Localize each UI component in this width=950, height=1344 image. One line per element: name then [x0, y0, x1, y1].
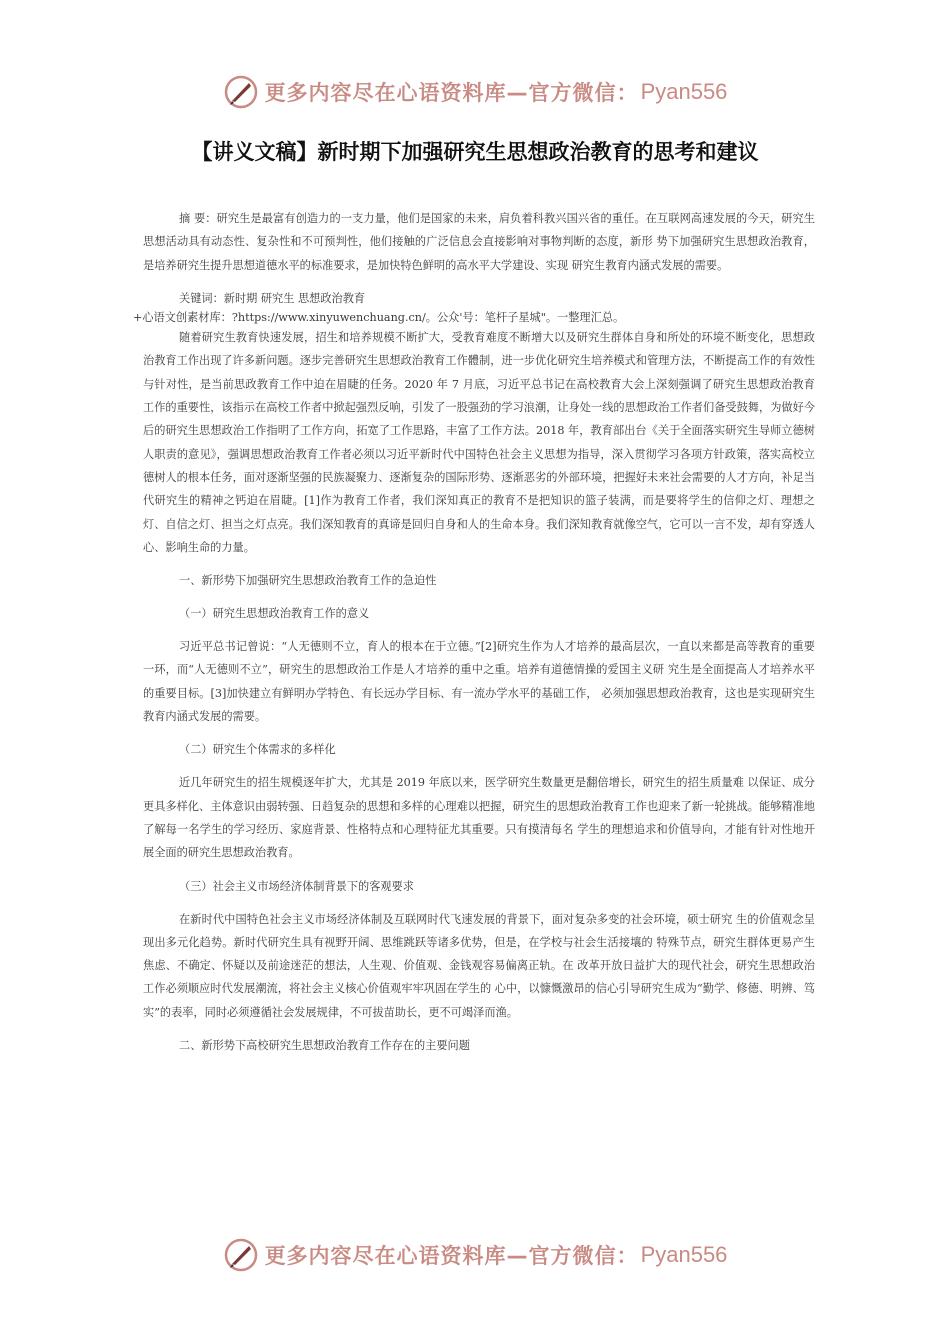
section-1-heading: 一、新形势下加强研究生思想政治教育工作的急迫性: [179, 574, 437, 588]
source-note: +心语文创素材库：?https://www.xinyuwenchuang.cn/。公众'号：笔杆子星城"。一整理汇总。: [133, 311, 625, 325]
section-2-heading: 二、新形势下高校研究生思想政治教育工作存在的主要问题: [179, 1039, 470, 1053]
subsection-2-heading: （二）研究生个体需求的多样化: [179, 743, 336, 757]
subsection-1-heading: （一）研究生思想政治教育工作的意义: [179, 607, 370, 621]
subsection-1-paragraph: 习近平总书记曾说：“人无德则不立，育人的根本在于立德。”[2]研究生作为人才培养的最高层次，一直以来都是高等教育的重要一环，而“人无德则不立”，研究生的思想政治工作是人才培养的重中之重。培养有道德情操的爱国主义研 究生是全面提高人才培养水平的重要目标。[3]加快建立有鲜明办学特色、有长远办学目标、有一流办学水平的基础工作， 必须加强思想政治教育，这也是实现研究生教育内涵式发展的需要。: [143, 640, 815, 724]
intro-paragraph: 随着研究生教育快速发展，招生和培养规模不断扩大，受教育难度不断增大以及研究生群体自身和所处的环境不断变化，思想政治教育工作出现了许多新问题。逐步完善研究生思想政治教育工作體制，进一步优化研究生培养模式和管理方法，不断提高工作的有效性与针对性，是当前思政教育工作中迫在眉睫的任务。2020 年 7 月底，习近平总书记在高校教育大会上深刻强调了研究生思想政治教育工作的重要性，该指示在高校工作者中掀起强烈反响，引发了一股强劲的学习浪潮，让身处一线的思想政治工作者们备受鼓舞，为做好今后的研究生思想政治工作指明了工作方向，拓宽了工作思路，丰富了工作方法。2018 年，教育部出台《关于全面落实研究生导师立德树人职责的意见》，强调思想政治教育工作者必须以习近平新时代中国特色社会主义思想为指导，深入贯彻学习各项方针政策，落实高校立德树人的根本任务，面对逐渐坚强的民族凝聚力、逐渐复杂的国际形势、逐渐恶劣的外部环境，把握好未来社会需要的人才方向，补足当代研究生的精神之钙迫在眉睫。[1]作为教育工作者，我们深知真正的教育不是把知识的篮子装满，而是要将学生的信仰之灯、理想之灯、自信之灯、担当之灯点亮。我们深知教育的真谛是回归自身和人的生命本身。我们深知教育就像空气，它可以一言不发，却有穿透人心、影响生命的力量。: [143, 331, 815, 554]
keywords-line: 关键词：新时期 研究生 思想政治教育: [179, 291, 366, 305]
quill-logo-icon: [223, 1237, 259, 1273]
banner-text: 更多内容尽在心语资料库—官方微信：: [264, 81, 639, 105]
banner-wechat-id: Pyan556: [640, 1242, 728, 1267]
header-banner: [0, 70, 950, 114]
footer-banner: [0, 1233, 950, 1277]
subsection-2-paragraph: 近几年研究生的招生规模逐年扩大，尤其是 2019 年底以来，医学研究生数量更是翻倍增长，研究生的招生质量难 以保证、成分更具多样化、主体意识由弱转强、日趋复杂的思想和多样的心理难以把握，研究生的思想政治教育工作也迎来了新一轮挑战。能够精准地了解每一名学生的学习经历、家庭背景、性格特点和心理特征尤其重要。只有摸清每名 学生的理想追求和价值导向，才能有针对性地开展全面的研究生思想政治教育。: [143, 776, 815, 860]
document-body: [133, 207, 815, 1057]
banner-text: 更多内容尽在心语资料库—官方微信：: [264, 1244, 639, 1268]
subsection-3-heading: （三）社会主义市场经济体制背景下的客观要求: [179, 879, 414, 893]
quill-logo-icon: [223, 74, 259, 110]
subsection-3-paragraph: 在新时代中国特色社会主义市场经济体制及互联网时代飞速发展的背景下，面对复杂多变的社会环境，硕士研究 生的价值观念呈现出多元化趋势。新时代研究生具有视野开阔、思维跳跃等诸多优势，但是，在学校与社会生活接壤的 特殊节点，研究生群体更易产生焦虑、不确定、怀疑以及前途迷茫的想法，人生观、价值观、金钱观容易偏离正轨。在 改革开放日益扩大的现代社会，研究生思想政治工作必须顺应时代发展潮流，将社会主义核心价值观牢牢巩固在学生的 心中，以慷慨激昂的信心引导研究生成为“勤学、修德、明辨、笃实”的表率，同时必须遵循社会发展规律，不可拔苗助长，更不可竭泽而渔。: [143, 912, 815, 1019]
document-title: 【讲义文稿】新时期下加强研究生思想政治教育的思考和建议: [191, 140, 759, 164]
banner-wechat-id: Pyan556: [640, 79, 728, 104]
abstract-paragraph: 摘 要：研究生是最富有创造力的一支力量，他们是国家的未来，肩负着科教兴国兴省的重任。在互联网高速发展的今天，研究生思想活动具有动态性、复杂性和不可预判性，他们接触的广泛信息会直接影响对事物判断的态度，新形 势下加强研究生思想政治教育，是培养研究生提升思想道德水平的标准要求，是加快特色鲜明的高水平大学建设、实现 研究生教育内涵式发展的需要。: [143, 212, 815, 272]
